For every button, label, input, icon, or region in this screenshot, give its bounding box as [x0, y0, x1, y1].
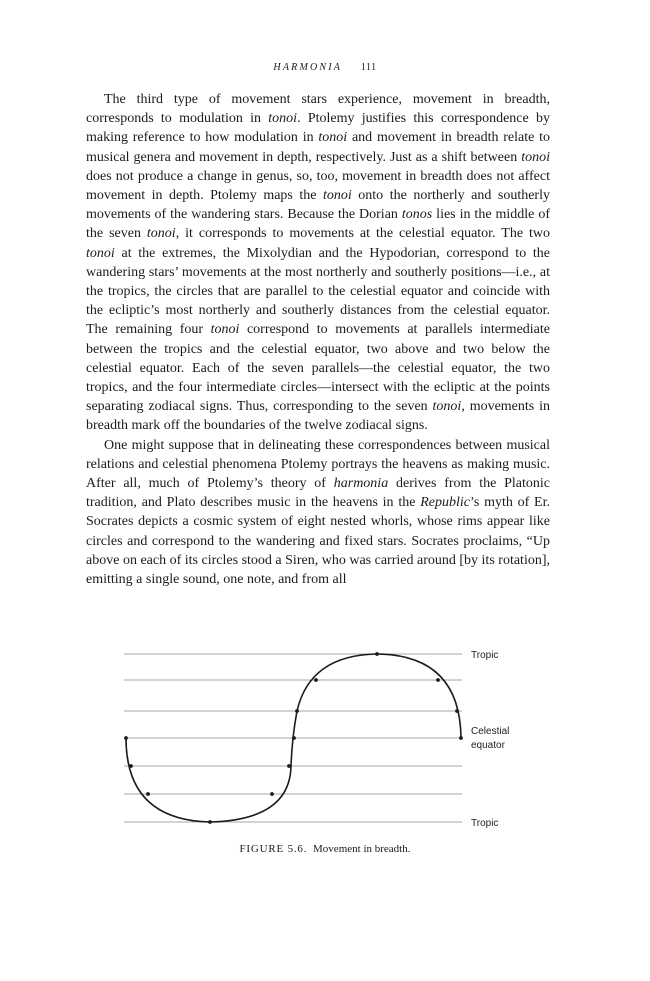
- italic-text: tonoi: [86, 245, 115, 261]
- running-head: [0, 62, 650, 73]
- curve-point: [292, 736, 296, 740]
- italic-text: harmonia: [333, 476, 389, 492]
- body-text: [86, 90, 550, 589]
- italic-text: tonoi: [146, 226, 176, 242]
- tropic-bottom-label: Tropic: [471, 818, 499, 829]
- curve-point: [459, 736, 463, 740]
- text-run: , movements in breadth mark off the boundaries of the twelve zodiacal signs.: [86, 399, 550, 434]
- curve-point: [455, 709, 459, 713]
- curve-point: [124, 736, 128, 740]
- text-run: and movement in breadth relate to musical genera and movement in depth, respectively. Just as a shift between: [86, 130, 550, 165]
- figure-movement-in-breadth: [110, 640, 530, 840]
- text-run: The third type of movement stars experience, movement in breadth, corresponds to modulation in: [86, 92, 550, 127]
- italic-text: tonoi: [210, 322, 240, 338]
- celestial-equator-label-line2: equator: [471, 740, 505, 751]
- italic-text: tonos: [401, 207, 433, 223]
- italic-text: tonoi: [323, 188, 352, 204]
- curve-point: [314, 678, 318, 682]
- text-run: onto the northerly and southerly movements of the wandering stars. Because the Dorian: [86, 188, 550, 223]
- running-title: HARMONIA: [273, 62, 343, 73]
- curve-point: [146, 792, 150, 796]
- text-run: at the extremes, the Mixolydian and the Hypodorian, correspond to the wandering stars’ movements at the most northerly and southerly positions—i.e., at the tropics, the circles that are parallel to the celestial equator and coincide with the ecliptic’s most northerly and southerly distances from the celestial equator. The remaining four: [86, 245, 550, 338]
- curve-point: [270, 792, 274, 796]
- figure-diagram: [110, 640, 530, 840]
- curve-point: [375, 652, 379, 656]
- text-run: derives from the Platonic tradition, and Plato describes music in the heavens in the: [86, 476, 550, 511]
- italic-text: tonoi: [432, 399, 462, 415]
- text-run: , it corresponds to movements at the celestial equator. The two: [175, 226, 551, 242]
- curve-point: [295, 709, 299, 713]
- curve-point: [129, 764, 133, 768]
- italic-text: Republic: [420, 495, 470, 511]
- text-run: correspond to movements at parallels intermediate between the tropics and the celestial equator, two above and two below the celestial equator. Each of the seven parallels—the celestial equator, the two tropics, and the four intermediate circles—intersect with the ecliptic at the points separating zodiacal signs. Thus, corresponding to the seven: [86, 322, 550, 415]
- text-run: ’s myth of Er. Socrates depicts a cosmic system of eight nested whorls, whose rims appear like circles and correspond to the wandering and fixed stars. Socrates proclaims, “Up above on each of its circles stood a Siren, who was carried around [by its rotation], emitting a single sound, one note, and from all: [86, 495, 550, 588]
- curve-point: [436, 678, 440, 682]
- paragraph-1: [86, 90, 550, 436]
- page-number: 111: [360, 62, 377, 73]
- text-run: One might suppose that in delineating these correspondences between musical relations and celestial phenomena Ptolemy portrays the heavens as making music. After all, much of Ptolemy’s theory of: [86, 437, 550, 492]
- curve-point: [287, 764, 291, 768]
- text-run: . Ptolemy justifies this correspondence by making reference to how modulation in: [86, 111, 551, 146]
- celestial-equator-label-line1: Celestial: [471, 726, 510, 737]
- figure-caption-label: FIGURE 5.6.: [239, 843, 308, 855]
- tropic-top-label: Tropic: [471, 650, 499, 661]
- figure-caption: [0, 843, 650, 855]
- curve-point: [208, 820, 212, 824]
- text-run: lies in the middle of the seven: [86, 207, 550, 242]
- italic-text: tonoi: [268, 111, 298, 127]
- text-run: does not produce a change in genus, so, too, movement in breadth does not affect movement in depth. Ptolemy maps the: [86, 168, 550, 204]
- figure-caption-text: Movement in breadth.: [313, 843, 411, 855]
- paragraph-2: [86, 436, 550, 590]
- italic-text: tonoi: [521, 149, 550, 165]
- italic-text: tonoi: [318, 130, 348, 146]
